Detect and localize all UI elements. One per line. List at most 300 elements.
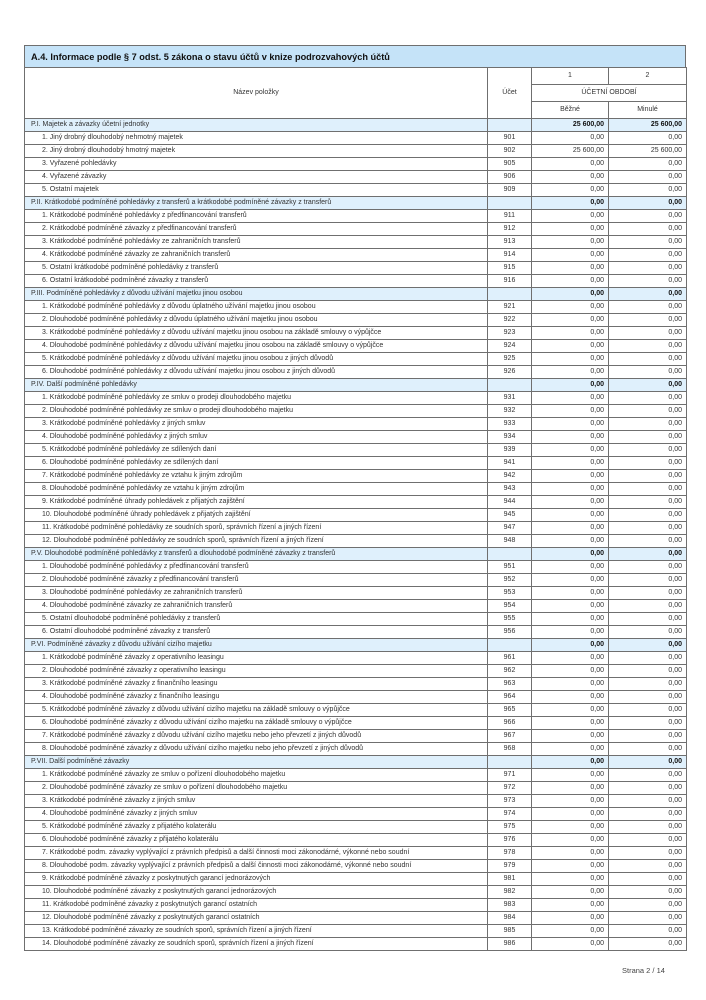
item-previous: 0,00 (609, 457, 687, 470)
item-previous: 0,00 (609, 418, 687, 431)
item-previous: 0,00 (609, 275, 687, 288)
item-account: 982 (488, 886, 532, 899)
item-current: 0,00 (532, 808, 609, 821)
section-previous: 0,00 (609, 548, 687, 561)
section-account (488, 288, 532, 301)
item-account: 963 (488, 678, 532, 691)
header-account: Účet (488, 68, 532, 119)
section-account (488, 379, 532, 392)
item-account: 912 (488, 223, 532, 236)
item-current: 0,00 (532, 912, 609, 925)
table-row (25, 223, 687, 236)
section-previous: 0,00 (609, 197, 687, 210)
item-account: 916 (488, 275, 532, 288)
item-previous: 0,00 (609, 821, 687, 834)
item-previous: 0,00 (609, 483, 687, 496)
item-account: 967 (488, 730, 532, 743)
item-current: 0,00 (532, 314, 609, 327)
item-current: 0,00 (532, 769, 609, 782)
item-account: 945 (488, 509, 532, 522)
report-title: A.4. Informace podle § 7 odst. 5 zákona o stavu účtů v knize podrozvahových účtů (24, 45, 686, 67)
item-current: 0,00 (532, 470, 609, 483)
item-label: 2. Jiný drobný dlouhodobý hmotný majetek (25, 145, 488, 158)
item-label: 3. Dlouhodobé podmíněné pohledávky ze zahraničních transferů (25, 587, 488, 600)
item-previous: 0,00 (609, 496, 687, 509)
item-current: 0,00 (532, 782, 609, 795)
table-row (25, 145, 687, 158)
section-label: P.I. Majetek a závazky účetní jednotky (25, 119, 488, 132)
table-row (25, 392, 687, 405)
item-label: 12. Dlouhodobé podmíněné pohledávky ze soudních sporů, správních řízení a jiných řízení (25, 535, 488, 548)
section-current: 0,00 (532, 756, 609, 769)
table-row (25, 158, 687, 171)
item-current: 0,00 (532, 626, 609, 639)
item-previous: 0,00 (609, 652, 687, 665)
item-current: 25 600,00 (532, 145, 609, 158)
item-label: 4. Dlouhodobé podmíněné pohledávky z důvodu užívání majetku jinou osobou na základě smlouvy o výpůjčce (25, 340, 488, 353)
section-row (25, 288, 687, 301)
item-label: 8. Dlouhodobé podmíněné závazky z důvodu užívání cizího majetku nebo jeho převzetí z jiných důvodů (25, 743, 488, 756)
item-previous: 0,00 (609, 912, 687, 925)
section-row (25, 379, 687, 392)
item-previous: 0,00 (609, 847, 687, 860)
item-current: 0,00 (532, 444, 609, 457)
item-current: 0,00 (532, 158, 609, 171)
item-account: 979 (488, 860, 532, 873)
item-label: 5. Krátkodobé podmíněné pohledávky z důvodu užívání majetku jinou osobou z jiných důvodů (25, 353, 488, 366)
item-current: 0,00 (532, 353, 609, 366)
table-row (25, 262, 687, 275)
item-label: 1. Jiný drobný dlouhodobý nehmotný majetek (25, 132, 488, 145)
item-account: 939 (488, 444, 532, 457)
item-account: 915 (488, 262, 532, 275)
section-label: P.VI. Podmíněné závazky z důvodu užívání cizího majetku (25, 639, 488, 652)
item-previous: 0,00 (609, 704, 687, 717)
item-current: 0,00 (532, 665, 609, 678)
item-account: 911 (488, 210, 532, 223)
item-current: 0,00 (532, 132, 609, 145)
item-current: 0,00 (532, 847, 609, 860)
table-row (25, 808, 687, 821)
item-account: 923 (488, 327, 532, 340)
table-row (25, 561, 687, 574)
table-row (25, 600, 687, 613)
table-row (25, 366, 687, 379)
table-row (25, 496, 687, 509)
item-current: 0,00 (532, 834, 609, 847)
item-label: 3. Krátkodobé podmíněné pohledávky z jiných smluv (25, 418, 488, 431)
item-account: 954 (488, 600, 532, 613)
item-account: 906 (488, 171, 532, 184)
section-row (25, 756, 687, 769)
table-row (25, 834, 687, 847)
table-row (25, 210, 687, 223)
section-label: P.VII. Další podmíněné závazky (25, 756, 488, 769)
item-current: 0,00 (532, 366, 609, 379)
item-current: 0,00 (532, 327, 609, 340)
item-current: 0,00 (532, 561, 609, 574)
item-label: 10. Dlouhodobé podmíněné závazky z poskytnutých garancí jednorázových (25, 886, 488, 899)
item-previous: 0,00 (609, 665, 687, 678)
item-label: 4. Dlouhodobé podmíněné pohledávky z jiných smluv (25, 431, 488, 444)
item-label: 1. Krátkodobé podmíněné pohledávky ze smluv o prodeji dlouhodobého majetku (25, 392, 488, 405)
item-current: 0,00 (532, 886, 609, 899)
item-previous: 0,00 (609, 808, 687, 821)
item-label: 4. Dlouhodobé podmíněné závazky z finančního leasingu (25, 691, 488, 704)
item-current: 0,00 (532, 821, 609, 834)
section-current: 0,00 (532, 548, 609, 561)
section-row (25, 548, 687, 561)
section-previous: 0,00 (609, 379, 687, 392)
item-account: 953 (488, 587, 532, 600)
table-row (25, 535, 687, 548)
table-row (25, 275, 687, 288)
item-account: 909 (488, 184, 532, 197)
item-label: 14. Dlouhodobé podmíněné závazky ze soudních sporů, správních řízení a jiných řízení (25, 938, 488, 951)
item-label: 7. Krátkodobé podmíněné pohledávky ze vztahu k jiným zdrojům (25, 470, 488, 483)
item-account: 941 (488, 457, 532, 470)
item-label: 8. Dlouhodobé podmíněné pohledávky ze vztahu k jiným zdrojům (25, 483, 488, 496)
item-label: 4. Dlouhodobé podmíněné závazky z jiných smluv (25, 808, 488, 821)
table-row (25, 236, 687, 249)
table-row (25, 691, 687, 704)
section-previous: 0,00 (609, 639, 687, 652)
item-previous: 0,00 (609, 522, 687, 535)
item-label: 6. Ostatní krátkodobé podmíněné závazky z transferů (25, 275, 488, 288)
item-previous: 0,00 (609, 431, 687, 444)
item-label: 3. Krátkodobé podmíněné závazky z jiných smluv (25, 795, 488, 808)
item-current: 0,00 (532, 301, 609, 314)
table-row (25, 821, 687, 834)
table-header (25, 68, 687, 119)
table-row (25, 652, 687, 665)
item-account: 974 (488, 808, 532, 821)
header-current: Běžné (532, 102, 609, 119)
item-label: 2. Dlouhodobé podmíněné závazky z operativního leasingu (25, 665, 488, 678)
off-balance-table (24, 67, 687, 951)
item-current: 0,00 (532, 691, 609, 704)
item-current: 0,00 (532, 574, 609, 587)
section-current: 25 600,00 (532, 119, 609, 132)
section-current: 0,00 (532, 288, 609, 301)
item-previous: 0,00 (609, 171, 687, 184)
item-previous: 0,00 (609, 769, 687, 782)
section-label: P.IV. Další podmíněné pohledávky (25, 379, 488, 392)
item-account: 925 (488, 353, 532, 366)
item-previous: 0,00 (609, 340, 687, 353)
item-current: 0,00 (532, 184, 609, 197)
item-previous: 0,00 (609, 184, 687, 197)
table-row (25, 678, 687, 691)
item-current: 0,00 (532, 431, 609, 444)
item-previous: 0,00 (609, 899, 687, 912)
table-row (25, 171, 687, 184)
item-previous: 0,00 (609, 509, 687, 522)
item-current: 0,00 (532, 652, 609, 665)
table-row (25, 704, 687, 717)
item-previous: 0,00 (609, 925, 687, 938)
item-current: 0,00 (532, 704, 609, 717)
table-row (25, 353, 687, 366)
section-previous: 25 600,00 (609, 119, 687, 132)
item-current: 0,00 (532, 873, 609, 886)
table-row (25, 873, 687, 886)
item-previous: 0,00 (609, 392, 687, 405)
section-previous: 0,00 (609, 756, 687, 769)
item-account: 975 (488, 821, 532, 834)
table-row (25, 574, 687, 587)
item-previous: 0,00 (609, 587, 687, 600)
item-account: 944 (488, 496, 532, 509)
section-previous: 0,00 (609, 288, 687, 301)
section-current: 0,00 (532, 379, 609, 392)
item-account: 948 (488, 535, 532, 548)
table-row (25, 912, 687, 925)
item-account: 924 (488, 340, 532, 353)
item-current: 0,00 (532, 678, 609, 691)
item-current: 0,00 (532, 938, 609, 951)
item-account: 984 (488, 912, 532, 925)
item-current: 0,00 (532, 249, 609, 262)
section-account (488, 548, 532, 561)
section-row (25, 197, 687, 210)
item-previous: 0,00 (609, 782, 687, 795)
item-previous: 0,00 (609, 561, 687, 574)
item-account: 981 (488, 873, 532, 886)
item-label: 11. Krátkodobé podmíněné závazky z poskytnutých garancí ostatních (25, 899, 488, 912)
item-account: 951 (488, 561, 532, 574)
table-row (25, 249, 687, 262)
item-previous: 0,00 (609, 470, 687, 483)
item-previous: 0,00 (609, 249, 687, 262)
item-label: 3. Krátkodobé podmíněné pohledávky ze zahraničních transferů (25, 236, 488, 249)
header-previous: Minulé (609, 102, 687, 119)
item-previous: 0,00 (609, 301, 687, 314)
item-current: 0,00 (532, 223, 609, 236)
item-previous: 0,00 (609, 626, 687, 639)
item-current: 0,00 (532, 262, 609, 275)
item-account: 973 (488, 795, 532, 808)
item-previous: 25 600,00 (609, 145, 687, 158)
item-previous: 0,00 (609, 743, 687, 756)
header-col1-number: 1 (532, 68, 609, 85)
section-row (25, 639, 687, 652)
table-row (25, 418, 687, 431)
table-row (25, 444, 687, 457)
item-current: 0,00 (532, 860, 609, 873)
section-row (25, 119, 687, 132)
item-previous: 0,00 (609, 600, 687, 613)
item-label: 13. Krátkodobé podmíněné závazky ze soudních sporů, správních řízení a jiných řízení (25, 925, 488, 938)
item-account: 983 (488, 899, 532, 912)
item-account: 978 (488, 847, 532, 860)
item-label: 1. Krátkodobé podmíněné pohledávky z předfinancování transferů (25, 210, 488, 223)
item-previous: 0,00 (609, 873, 687, 886)
item-account: 985 (488, 925, 532, 938)
table-row (25, 626, 687, 639)
table-row (25, 314, 687, 327)
table-row (25, 899, 687, 912)
item-label: 3. Krátkodobé podmíněné pohledávky z důvodu užívání majetku jinou osobou na základě smlouvy o výpůjčce (25, 327, 488, 340)
item-current: 0,00 (532, 236, 609, 249)
item-label: 3. Vyřazené pohledávky (25, 158, 488, 171)
table-row (25, 587, 687, 600)
item-current: 0,00 (532, 418, 609, 431)
table-row (25, 925, 687, 938)
item-account: 921 (488, 301, 532, 314)
item-label: 5. Ostatní majetek (25, 184, 488, 197)
item-account: 976 (488, 834, 532, 847)
item-current: 0,00 (532, 717, 609, 730)
header-item-name: Název položky (25, 68, 488, 119)
item-label: 7. Krátkodobé podm. závazky vyplývající z právních předpisů a další činnosti moci zákonodárné, výkonné nebo soudní (25, 847, 488, 860)
item-label: 5. Ostatní dlouhodobé podmíněné pohledávky z transferů (25, 613, 488, 626)
item-label: 6. Dlouhodobé podmíněné pohledávky ze sdílených daní (25, 457, 488, 470)
header-period: ÚČETNÍ OBDOBÍ (532, 85, 687, 102)
item-previous: 0,00 (609, 691, 687, 704)
item-label: 6. Dlouhodobé podmíněné závazky z důvodu užívání cizího majetku na základě smlouvy o výpůjčce (25, 717, 488, 730)
item-account: 947 (488, 522, 532, 535)
table-row (25, 665, 687, 678)
item-previous: 0,00 (609, 210, 687, 223)
item-previous: 0,00 (609, 327, 687, 340)
item-current: 0,00 (532, 210, 609, 223)
item-current: 0,00 (532, 171, 609, 184)
table-row (25, 860, 687, 873)
section-label: P.V. Dlouhodobé podmíněné pohledávky z transferů a dlouhodobé podmíněné závazky z transferů (25, 548, 488, 561)
item-account: 905 (488, 158, 532, 171)
item-account: 955 (488, 613, 532, 626)
item-account: 942 (488, 470, 532, 483)
section-account (488, 197, 532, 210)
item-previous: 0,00 (609, 262, 687, 275)
item-previous: 0,00 (609, 717, 687, 730)
item-previous: 0,00 (609, 886, 687, 899)
item-account: 956 (488, 626, 532, 639)
table-row (25, 717, 687, 730)
item-previous: 0,00 (609, 314, 687, 327)
item-label: 1. Krátkodobé podmíněné pohledávky z důvodu úplatného užívání majetku jinou osobou (25, 301, 488, 314)
item-previous: 0,00 (609, 834, 687, 847)
table-row (25, 795, 687, 808)
table-row (25, 184, 687, 197)
table-row (25, 470, 687, 483)
item-current: 0,00 (532, 587, 609, 600)
table-row (25, 509, 687, 522)
item-current: 0,00 (532, 392, 609, 405)
table-row (25, 730, 687, 743)
item-previous: 0,00 (609, 678, 687, 691)
item-previous: 0,00 (609, 730, 687, 743)
item-label: 7. Krátkodobé podmíněné závazky z důvodu užívání cizího majetku nebo jeho převzetí z jiných důvodů (25, 730, 488, 743)
item-account: 922 (488, 314, 532, 327)
page-indicator: Strana 2 / 14 (622, 966, 665, 975)
item-account: 986 (488, 938, 532, 951)
item-previous: 0,00 (609, 132, 687, 145)
item-label: 9. Krátkodobé podmíněné závazky z poskytnutých garancí jednorázových (25, 873, 488, 886)
item-account: 902 (488, 145, 532, 158)
item-account: 913 (488, 236, 532, 249)
table-row (25, 132, 687, 145)
item-label: 4. Krátkodobé podmíněné závazky ze zahraničních transferů (25, 249, 488, 262)
item-account: 943 (488, 483, 532, 496)
table-row (25, 405, 687, 418)
item-label: 9. Krátkodobé podmíněné úhrady pohledávek z přijatých zajištění (25, 496, 488, 509)
item-account: 972 (488, 782, 532, 795)
item-label: 5. Krátkodobé podmíněné závazky z důvodu užívání cizího majetku na základě smlouvy o výpůjčce (25, 704, 488, 717)
section-current: 0,00 (532, 197, 609, 210)
item-account: 914 (488, 249, 532, 262)
item-current: 0,00 (532, 340, 609, 353)
item-label: 6. Ostatní dlouhodobé podmíněné závazky z transferů (25, 626, 488, 639)
item-current: 0,00 (532, 730, 609, 743)
section-label: P.III. Podmíněné pohledávky z důvodu užívání majetku jinou osobou (25, 288, 488, 301)
item-label: 2. Krátkodobé podmíněné závazky z předfinancování transferů (25, 223, 488, 236)
item-previous: 0,00 (609, 574, 687, 587)
table-row (25, 938, 687, 951)
item-current: 0,00 (532, 509, 609, 522)
item-previous: 0,00 (609, 223, 687, 236)
report-page (24, 45, 686, 951)
table-row (25, 847, 687, 860)
item-previous: 0,00 (609, 353, 687, 366)
item-account: 964 (488, 691, 532, 704)
item-label: 5. Krátkodobé podmíněné závazky z přijatého kolaterálu (25, 821, 488, 834)
item-account: 932 (488, 405, 532, 418)
item-previous: 0,00 (609, 938, 687, 951)
item-account: 931 (488, 392, 532, 405)
item-previous: 0,00 (609, 236, 687, 249)
item-label: 1. Krátkodobé podmíněné závazky z operativního leasingu (25, 652, 488, 665)
item-label: 8. Dlouhodobé podm. závazky vyplývající z právních předpisů a další činnosti moci zákonodárné, výkonné nebo soudní (25, 860, 488, 873)
item-current: 0,00 (532, 496, 609, 509)
item-account: 933 (488, 418, 532, 431)
item-account: 934 (488, 431, 532, 444)
table-row (25, 327, 687, 340)
table-row (25, 613, 687, 626)
item-account: 961 (488, 652, 532, 665)
table-row (25, 340, 687, 353)
header-col2-number: 2 (609, 68, 687, 85)
item-label: 4. Dlouhodobé podmíněné závazky ze zahraničních transferů (25, 600, 488, 613)
item-current: 0,00 (532, 600, 609, 613)
item-previous: 0,00 (609, 158, 687, 171)
item-account: 962 (488, 665, 532, 678)
item-label: 10. Dlouhodobé podmíněné úhrady pohledávek z přijatých zajištění (25, 509, 488, 522)
item-current: 0,00 (532, 457, 609, 470)
item-account: 966 (488, 717, 532, 730)
item-previous: 0,00 (609, 795, 687, 808)
table-row (25, 743, 687, 756)
item-label: 2. Dlouhodobé podmíněné závazky ze smluv o pořízení dlouhodobého majetku (25, 782, 488, 795)
item-previous: 0,00 (609, 613, 687, 626)
item-current: 0,00 (532, 743, 609, 756)
item-previous: 0,00 (609, 860, 687, 873)
item-label: 2. Dlouhodobé podmíněné pohledávky z důvodu úplatného užívání majetku jinou osobou (25, 314, 488, 327)
item-account: 971 (488, 769, 532, 782)
table-row (25, 886, 687, 899)
item-label: 2. Dlouhodobé podmíněné závazky z předfinancování transferů (25, 574, 488, 587)
item-current: 0,00 (532, 613, 609, 626)
section-account (488, 756, 532, 769)
item-label: 2. Dlouhodobé podmíněné pohledávky ze smluv o prodeji dlouhodobého majetku (25, 405, 488, 418)
item-current: 0,00 (532, 405, 609, 418)
table-row (25, 769, 687, 782)
item-current: 0,00 (532, 899, 609, 912)
item-account: 965 (488, 704, 532, 717)
section-account (488, 119, 532, 132)
item-previous: 0,00 (609, 405, 687, 418)
